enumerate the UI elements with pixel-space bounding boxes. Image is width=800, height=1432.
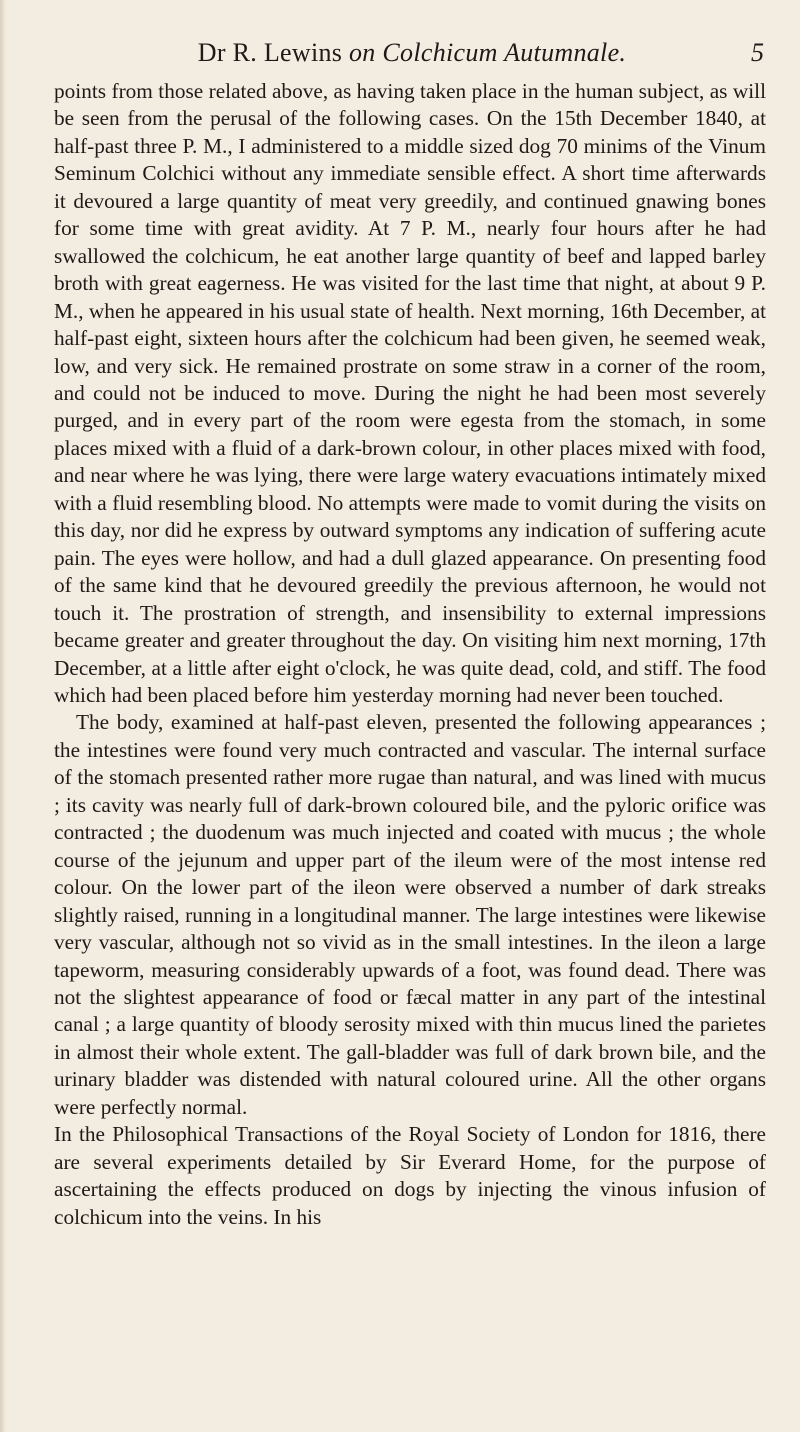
page-edge-shadow bbox=[0, 0, 6, 1432]
paragraph-autopsy: The body, examined at half-past eleven, presented the following appearances ; the intestines were found very much contracted and vascular. The internal surface of the stomach presented rather more rugae than natural, and was lined with mucus ; its cavity was nearly full of dark-brown coloured bile, and the pyloric orifice was contracted ; the duodenum was much injected and coated with mucus ; the whole course of the jejunum and upper part of the ileum were of the most intense red colour. On the lower part of the ileon were observed a number of dark streaks slightly raised, running in a longitudinal manner. The large intestines were likewise very vascular, although not so vivid as in the small intestines. In the ileon a large tapeworm, measuring considerably upwards of a foot, was found dead. There was not the slightest appearance of food or fæcal matter in any part of the intestinal canal ; a large quantity of bloody serosity mixed with thin mucus lined the parietes in almost their whole extent. The gall-bladder was full of dark brown bile, and the urinary bladder was distended with natural coloured urine. All the other organs were perfectly normal. bbox=[54, 710, 766, 1119]
paragraph-case-narrative: points from those related above, as having taken place in the human subject, as will be seen from the perusal of the following cases. On the 15th December 1840, at half-past three P. M., I administered to a middle sized dog 70 minims of the Vinum Seminum Colchici without any immediate sensible effect. A short time afterwards it devoured a large quantity of meat very greedily, and continued gnawing bones for some time with great avidity. At 7 P. M., nearly four hours after he had swallowed the colchicum, he eat another large quantity of beef and lapped barley broth with great eagerness. He was visited for the last time that night, at about 9 P. M., when he appeared in his usual state of health. Next morning, 16th December, at half-past eight, sixteen hours after the colchicum had been given, he seemed weak, low, and very sick. He remained prostrate on some straw in a corner of the room, and could not be induced to move. During the night he had been most severely purged, and in every part of the room were egesta from the stomach, in some places mixed with a fluid of a dark-brown colour, in other places mixed with food, and near where he was lying, there were large watery evacuations intimately mixed with a fluid resembling blood. No attempts were made to vomit during the visits on this day, nor did he express by outward symptoms any indication of suffering acute pain. The eyes were hollow, and had a dull glazed appearance. On presenting food of the same kind that he devoured greedily the previous afternoon, he would not touch it. The prostration of strength, and insensibility to external impressions became greater and greater throughout the day. On visiting him next morning, 17th December, at a little after eight o'clock, he was quite dead, cold, and stiff. The food which had been placed before him yesterday morning had never been touched. bbox=[54, 79, 766, 707]
running-head bbox=[60, 38, 764, 72]
running-title-author: Dr R. Lewins bbox=[197, 38, 343, 67]
running-title-connector: on bbox=[342, 38, 383, 67]
running-title-subject: Colchicum Autumnale. bbox=[382, 38, 627, 67]
running-title bbox=[60, 38, 764, 68]
page-number: 5 bbox=[751, 38, 764, 67]
body-text bbox=[54, 78, 766, 1231]
paragraph-philosophical-transactions: In the Philosophical Transactions of the Royal Society of London for 1816, there are several experiments detailed by Sir Everard Home, for the purpose of ascertaining the effects produced on dogs by injecting the vinous infusion of colchicum into the veins. In his bbox=[54, 1122, 766, 1229]
